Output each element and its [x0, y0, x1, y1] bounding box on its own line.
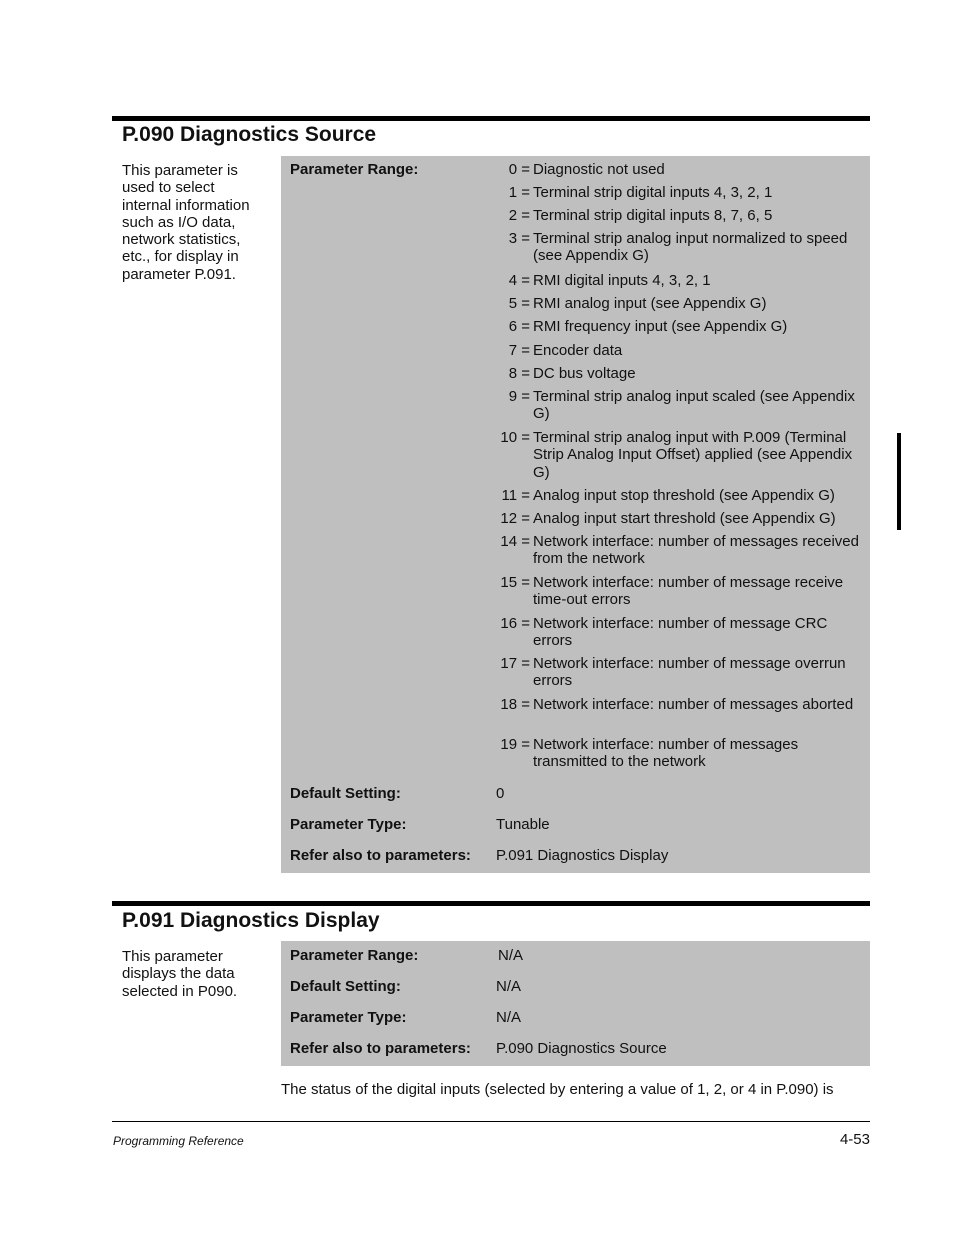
- range-label: Parameter Range:: [290, 947, 419, 964]
- range-option-text: DC bus voltage: [533, 365, 636, 382]
- section-title: P.090 Diagnostics Source: [122, 123, 377, 146]
- type-value: Tunable: [496, 816, 550, 833]
- parameter-table: [281, 941, 870, 1066]
- range-option-number: 14 =: [500, 533, 530, 550]
- section-title: P.091 Diagnostics Display: [122, 909, 380, 932]
- range-option-number: 19 =: [500, 736, 530, 753]
- default-value: 0: [496, 785, 505, 802]
- range-option-number: 11 =: [501, 487, 530, 504]
- range-option-number: 16 =: [500, 615, 530, 632]
- footer-rule: [112, 1121, 870, 1122]
- range-option-number: 5 =: [508, 295, 530, 312]
- refer-value: P.090 Diagnostics Source: [496, 1040, 667, 1057]
- type-label: Parameter Type:: [290, 1009, 407, 1026]
- range-option-text: Network interface: number of message receive time-out errors: [533, 574, 844, 609]
- range-option-text: Analog input stop threshold (see Appendix G): [533, 487, 835, 504]
- range-option-number: 12 =: [500, 510, 530, 527]
- range-option-text: Terminal strip digital inputs 8, 7, 6, 5: [533, 207, 773, 224]
- range-option-text: Encoder data: [533, 342, 623, 359]
- refer-label: Refer also to parameters:: [290, 847, 471, 864]
- change-bar: [897, 433, 901, 530]
- refer-label: Refer also to parameters:: [290, 1040, 471, 1057]
- range-label: Parameter Range:: [290, 161, 419, 178]
- range-option-text: Terminal strip analog input normalized to speed (see Appendix G): [533, 230, 848, 265]
- range-option-text: Network interface: number of messages transmitted to the network: [533, 736, 799, 771]
- range-option-text: RMI analog input (see Appendix G): [533, 295, 767, 312]
- parameter-description: This parameter displays the data selected in P090.: [122, 948, 238, 1000]
- range-option-text: RMI digital inputs 4, 3, 2, 1: [533, 272, 711, 289]
- range-option-number: 2 =: [508, 207, 530, 224]
- refer-value: P.091 Diagnostics Display: [496, 847, 669, 864]
- range-option-number: 3 =: [508, 230, 530, 247]
- default-label: Default Setting:: [290, 785, 401, 802]
- range-option-number: 18 =: [500, 696, 530, 713]
- type-label: Parameter Type:: [290, 816, 407, 833]
- range-option-text: RMI frequency input (see Appendix G): [533, 318, 788, 335]
- range-option-number: 9 =: [508, 388, 530, 405]
- body-text: The status of the digital inputs (selected by entering a value of 1, 2, or 4 in P.090) is: [281, 1081, 834, 1098]
- range-option-number: 1 =: [508, 184, 530, 201]
- range-option-text: Network interface: number of messages aborted: [533, 696, 854, 713]
- range-option-text: Terminal strip analog input scaled (see Appendix G): [533, 388, 855, 423]
- range-option-text: Network interface: number of message CRC errors: [533, 615, 828, 650]
- range-option-number: 8 =: [508, 365, 530, 382]
- range-option-text: Analog input start threshold (see Appendix G): [533, 510, 836, 527]
- range-option-text: Terminal strip digital inputs 4, 3, 2, 1: [533, 184, 773, 201]
- parameter-table: [281, 156, 870, 873]
- range-option-text: Diagnostic not used: [533, 161, 665, 178]
- range-option-number: 10 =: [500, 429, 530, 446]
- range-option-number: 4 =: [508, 272, 530, 289]
- section-rule: [112, 116, 870, 121]
- range-option-number: 6 =: [508, 318, 530, 335]
- range-option-number: 7 =: [508, 342, 530, 359]
- footer-title: Programming Reference: [113, 1134, 244, 1148]
- type-value: N/A: [496, 1009, 522, 1026]
- default-label: Default Setting:: [290, 978, 401, 995]
- parameter-description: This parameter is used to select internal information such as I/O data, network statistics, etc., for display in parameter P.091.: [122, 162, 250, 283]
- range-option-text: Network interface: number of message overrun errors: [533, 655, 846, 690]
- range-option-text: Network interface: number of messages received from the network: [533, 533, 859, 568]
- page-number: 4-53: [839, 1131, 870, 1148]
- range-option-text: Terminal strip analog input with P.009 (Terminal Strip Analog Input Offset) applied (see Appendix G): [533, 429, 853, 481]
- default-value: N/A: [496, 978, 522, 995]
- range-option-number: 17 =: [500, 655, 530, 672]
- section-rule: [112, 901, 870, 906]
- range-option-number: 15 =: [500, 574, 530, 591]
- range-value: N/A: [498, 947, 524, 964]
- range-option-number: 0 =: [508, 161, 530, 178]
